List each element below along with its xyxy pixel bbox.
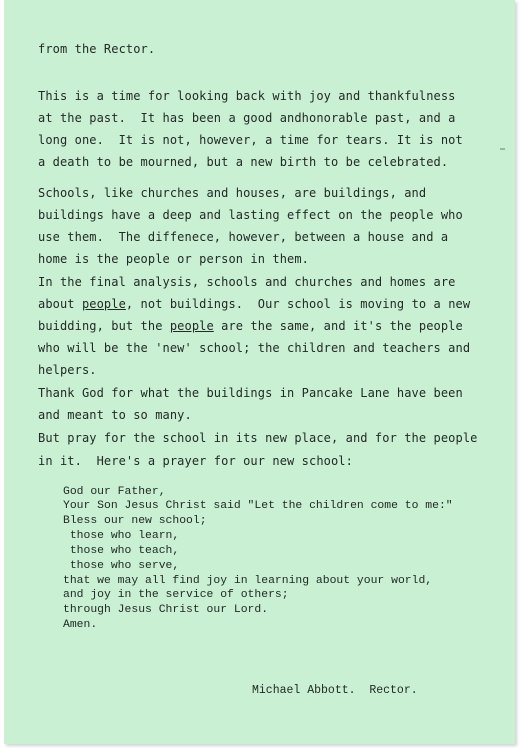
paragraph-4-line-2: and meant to so many. <box>38 408 192 422</box>
prayer-line: and joy in the service of others; <box>63 589 289 601</box>
underlined-word: people <box>169 319 214 333</box>
prayer-line: those who serve, <box>63 560 180 572</box>
paragraph-3-line-1: In the final analysis, schools and churches and homes are <box>38 275 456 289</box>
text-run: about <box>38 297 82 311</box>
paragraph-2-line-4: home is the people or person in them. <box>38 252 310 266</box>
paragraph-5-line-2: in it. Here's a prayer for our new school: <box>38 454 353 468</box>
paragraph-3-line-5: helpers. <box>38 363 97 377</box>
prayer-line: Amen. <box>63 619 98 631</box>
paragraph-2-line-1: Schools, like churches and houses, are buildings, and <box>38 186 427 200</box>
text-run: , not buildings. Our school is moving to a new <box>125 297 471 311</box>
prayer-line: through Jesus Christ our Lord. <box>63 604 269 616</box>
paragraph-2-line-3: use them. The diffenece, however, between a house and a <box>38 230 449 244</box>
text-run: buidding, but the <box>38 319 170 333</box>
paper-mark <box>500 148 505 150</box>
prayer-line: those who learn, <box>63 530 180 542</box>
prayer-line: that we may all find joy in learning about your world, <box>63 575 433 587</box>
paragraph-1-line-4: a death to be mourned, but a new birth to be celebrated. <box>38 155 449 169</box>
underlined-word: people <box>81 297 126 311</box>
prayer-line: Your Son Jesus Christ said "Let the children come to me:" <box>63 500 453 512</box>
paragraph-2-line-2: buildings have a deep and lasting effect on the people who <box>38 208 463 222</box>
letter-page <box>4 0 515 744</box>
paragraph-5-line-1: But pray for the school in its new place, and for the people <box>38 431 478 445</box>
prayer-line: those who teach, <box>63 545 180 557</box>
paragraph-1-line-1: This is a time for looking back with joy and thankfulness <box>38 89 456 103</box>
paragraph-4-line-1: Thank God for what the buildings in Pancake Lane have been <box>38 386 463 400</box>
paragraph-3-line-4: who will be the 'new' school; the children and teachers and <box>38 341 471 355</box>
signature: Michael Abbott. Rector. <box>252 684 418 697</box>
paragraph-3-line-3 <box>38 319 463 333</box>
paragraph-3-line-2 <box>38 297 470 311</box>
prayer-line: Bless our new school; <box>63 515 207 527</box>
letter-heading: from the Rector. <box>38 42 156 56</box>
text-run: are the same, and it's the people <box>213 319 463 333</box>
paragraph-1-line-3: long one. It is not, however, a time for tears. It is not <box>38 133 463 147</box>
prayer-line: God our Father, <box>63 486 166 498</box>
paragraph-1-line-2: at the past. It has been a good andhonorable past, and a <box>38 111 456 125</box>
